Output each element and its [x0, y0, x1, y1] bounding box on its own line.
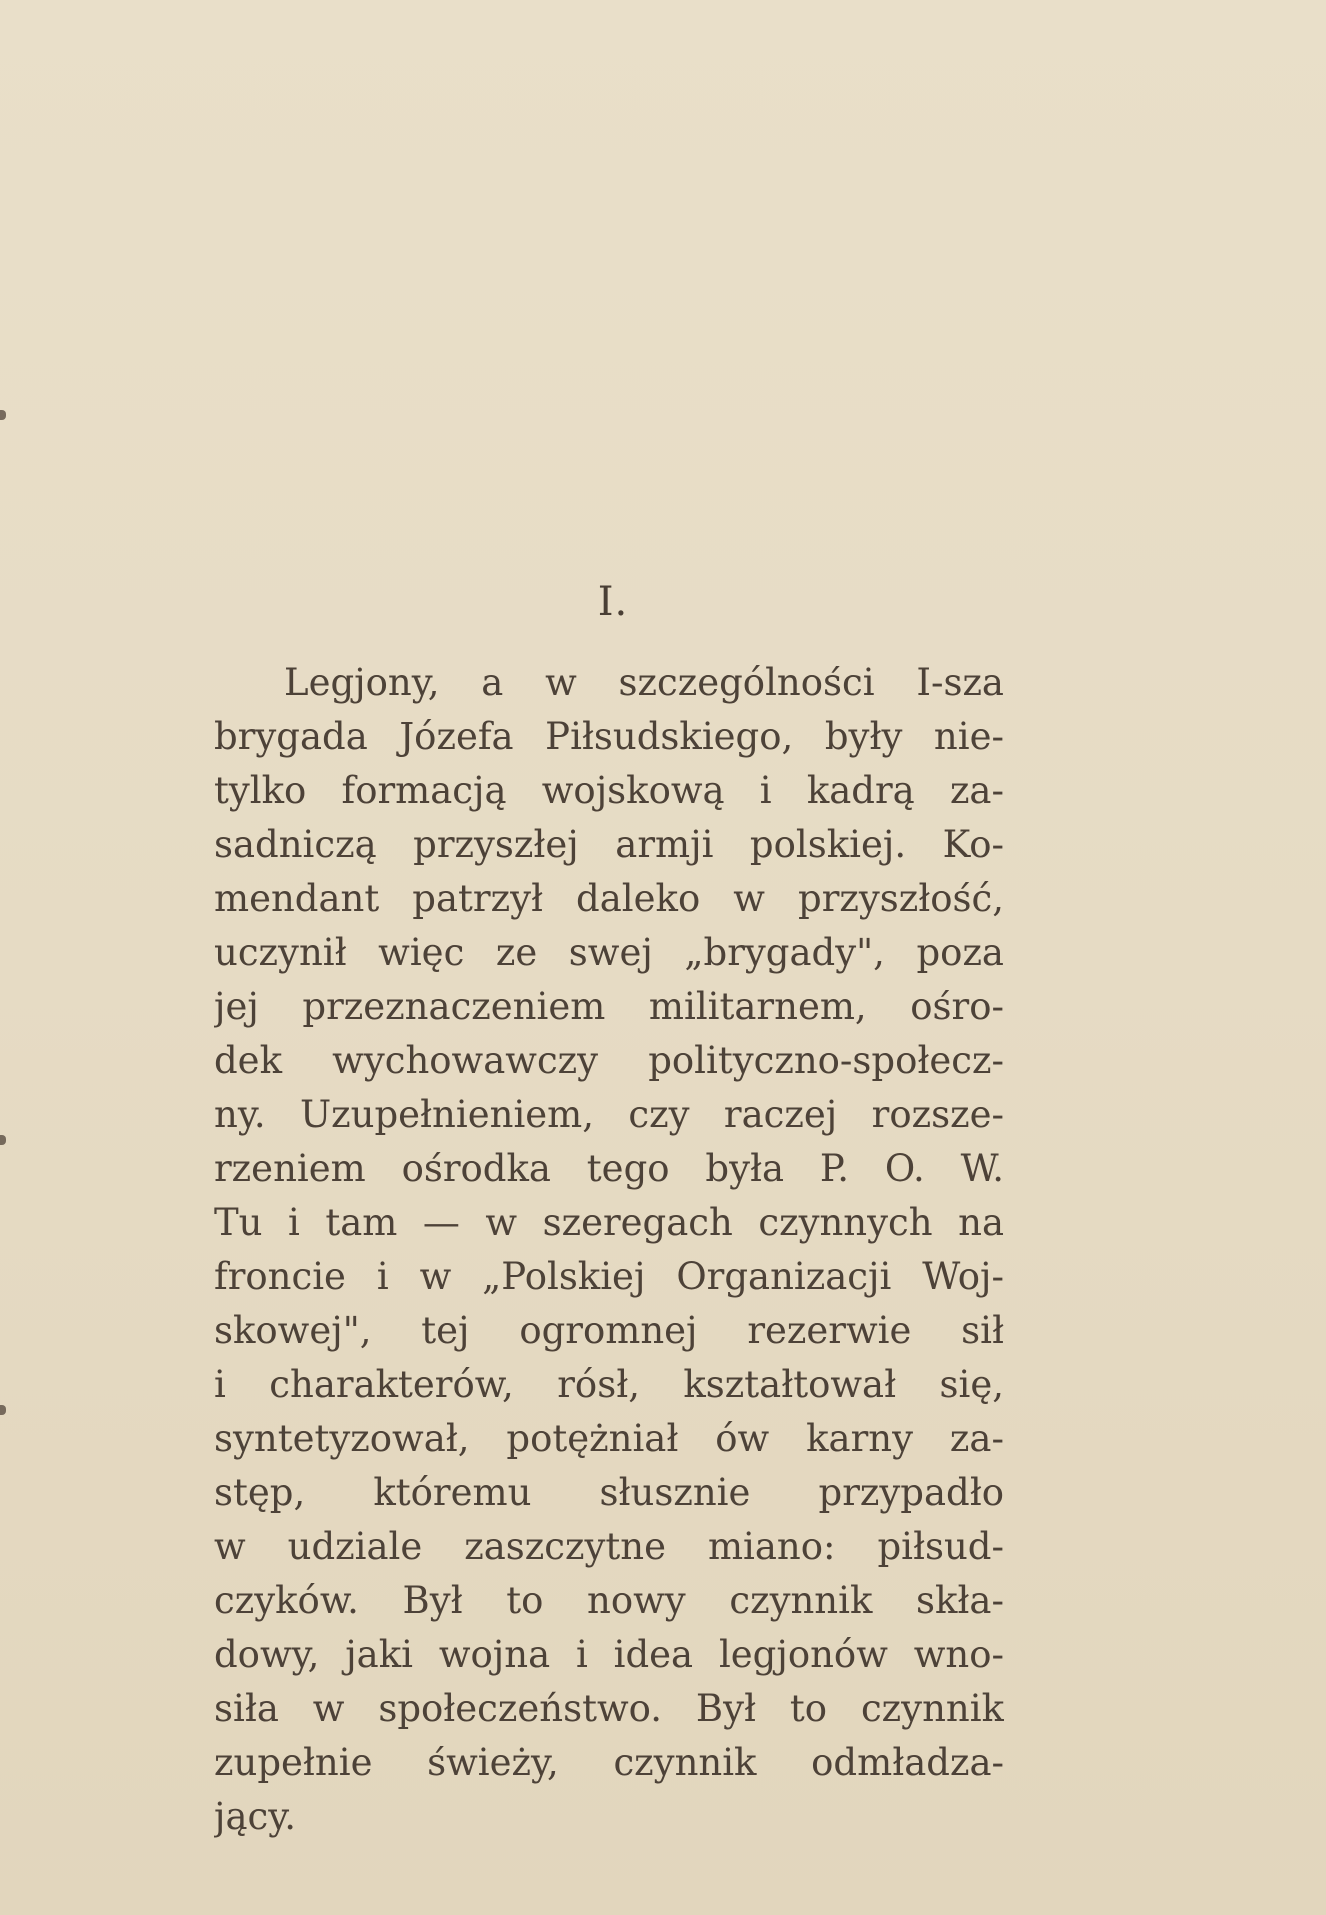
text-line: stęp, któremu słusznie przypadło	[214, 1471, 1004, 1514]
text-line: mendant patrzył daleko w przyszłość,	[214, 877, 1004, 920]
text-line: zupełnie świeży, czynnik odmładza-	[214, 1741, 1004, 1784]
text-line: i charakterów, rósł, kształtował się,	[214, 1363, 1004, 1406]
page-edge-mark	[0, 1135, 6, 1145]
text-line: w udziale zaszczytne miano: piłsud-	[214, 1525, 1004, 1568]
text-line: Legjony, a w szczególności I-sza	[284, 661, 1004, 704]
text-line: sadniczą przyszłej armji polskiej. Ko-	[214, 823, 1004, 866]
text-line: dek wychowawczy polityczno-społecz-	[214, 1039, 1004, 1082]
text-line: czyków. Był to nowy czynnik skła-	[214, 1579, 1004, 1622]
chapter-number: I.	[597, 579, 629, 625]
text-line: jący.	[214, 1795, 297, 1838]
text-line: rzeniem ośrodka tego była P. O. W.	[214, 1147, 1004, 1190]
text-line: siła w społeczeństwo. Był to czynnik	[214, 1687, 1004, 1730]
text-line: uczynił więc ze swej „brygady", poza	[214, 931, 1004, 974]
text-line: ny. Uzupełnieniem, czy raczej rozsze-	[214, 1093, 1004, 1136]
paragraph	[214, 656, 1004, 1844]
text-line: skowej", tej ogromnej rezerwie sił	[214, 1309, 1004, 1352]
text-line: Tu i tam — w szeregach czynnych na	[214, 1201, 1004, 1244]
text-line: froncie i w „Polskiej Organizacji Woj-	[214, 1255, 1004, 1298]
text-line: syntetyzował, potężniał ów karny za-	[214, 1417, 1004, 1460]
text-line: jej przeznaczeniem militarnem, ośro-	[214, 985, 1004, 1028]
text-line: tylko formacją wojskową i kadrą za-	[214, 769, 1004, 812]
text-line: dowy, jaki wojna i idea legjonów wno-	[214, 1633, 1004, 1676]
page-edge-mark	[0, 1405, 6, 1415]
text-line: brygada Józefa Piłsudskiego, były nie-	[214, 715, 1004, 758]
page-edge-mark	[0, 410, 6, 420]
